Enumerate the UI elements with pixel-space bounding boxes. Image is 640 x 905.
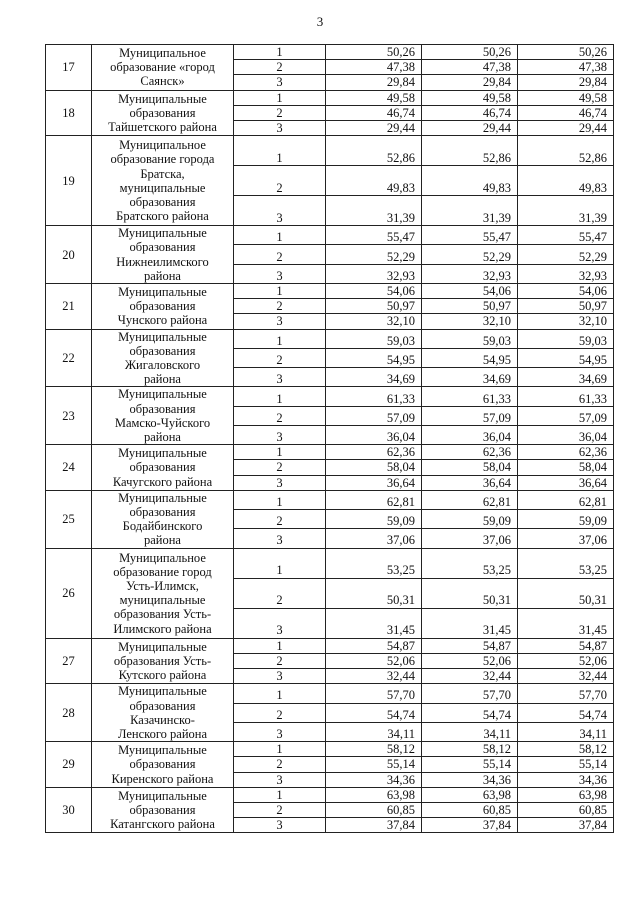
- value-cell: 54,74: [326, 703, 422, 722]
- group-cell: 1: [234, 45, 326, 60]
- group-cell: 3: [234, 75, 326, 90]
- municipality-name: Муниципальные образования Тайшетского района: [92, 90, 234, 136]
- value-cell: 49,83: [422, 166, 518, 196]
- group-cell: 2: [234, 703, 326, 722]
- value-cell: 52,06: [422, 653, 518, 668]
- group-cell: 1: [234, 787, 326, 802]
- value-cell: 46,74: [326, 105, 422, 120]
- municipality-name: Муниципальные образования Мамско-Чуйского района: [92, 387, 234, 445]
- value-cell: 49,58: [326, 90, 422, 105]
- value-cell: 54,95: [518, 348, 614, 367]
- value-cell: 52,29: [326, 245, 422, 264]
- table-row: [46, 548, 614, 578]
- table-row: [46, 90, 614, 105]
- value-cell: 52,06: [326, 653, 422, 668]
- municipality-name: Муниципальные образования Чунского района: [92, 284, 234, 330]
- value-cell: 59,09: [518, 510, 614, 529]
- value-cell: 29,44: [326, 121, 422, 136]
- group-cell: 3: [234, 264, 326, 283]
- value-cell: 37,84: [422, 818, 518, 833]
- value-cell: 29,44: [422, 121, 518, 136]
- value-cell: 29,84: [518, 75, 614, 90]
- value-cell: 50,97: [326, 299, 422, 314]
- group-cell: 2: [234, 802, 326, 817]
- value-cell: 37,84: [518, 818, 614, 833]
- row-number: 29: [46, 742, 92, 788]
- value-cell: 31,39: [326, 196, 422, 226]
- row-number: 20: [46, 226, 92, 284]
- value-cell: 59,09: [326, 510, 422, 529]
- value-cell: 61,33: [326, 387, 422, 406]
- group-cell: 3: [234, 196, 326, 226]
- value-cell: 31,45: [518, 608, 614, 638]
- row-number: 21: [46, 284, 92, 330]
- value-cell: 62,81: [422, 490, 518, 509]
- value-cell: 32,44: [326, 669, 422, 684]
- table-row: [46, 742, 614, 757]
- group-cell: 2: [234, 166, 326, 196]
- value-cell: 53,25: [422, 548, 518, 578]
- value-cell: 58,04: [422, 460, 518, 475]
- value-cell: 53,25: [326, 548, 422, 578]
- table-row: [46, 787, 614, 802]
- group-cell: 2: [234, 348, 326, 367]
- value-cell: 62,81: [326, 490, 422, 509]
- value-cell: 49,58: [422, 90, 518, 105]
- value-cell: 32,10: [422, 314, 518, 329]
- row-number: 27: [46, 638, 92, 684]
- value-cell: 47,38: [518, 60, 614, 75]
- value-cell: 62,81: [518, 490, 614, 509]
- group-cell: 2: [234, 60, 326, 75]
- group-cell: 3: [234, 529, 326, 548]
- municipality-name: Муниципальные образования Бодайбинского района: [92, 490, 234, 548]
- group-cell: 1: [234, 742, 326, 757]
- value-cell: 50,26: [422, 45, 518, 60]
- value-cell: 55,47: [518, 226, 614, 245]
- row-number: 22: [46, 329, 92, 387]
- value-cell: 55,14: [422, 757, 518, 772]
- value-cell: 54,06: [422, 284, 518, 299]
- value-cell: 58,04: [518, 460, 614, 475]
- value-cell: 54,06: [326, 284, 422, 299]
- group-cell: 3: [234, 772, 326, 787]
- row-number: 25: [46, 490, 92, 548]
- table-row: [46, 387, 614, 406]
- value-cell: 36,64: [518, 475, 614, 490]
- group-cell: 1: [234, 90, 326, 105]
- value-cell: 57,70: [518, 684, 614, 703]
- value-cell: 52,86: [422, 136, 518, 166]
- municipality-name: Муниципальные образования Качугского района: [92, 445, 234, 491]
- value-cell: 31,45: [422, 608, 518, 638]
- value-cell: 29,84: [326, 75, 422, 90]
- value-cell: 49,83: [518, 166, 614, 196]
- value-cell: 57,09: [422, 406, 518, 425]
- municipality-name: Муниципальные образования Нижнеилимского района: [92, 226, 234, 284]
- municipality-name: Муниципальное образование город Усть-Илимск, муниципальные образования Усть- Илимского района: [92, 548, 234, 638]
- value-cell: 36,64: [422, 475, 518, 490]
- value-cell: 50,97: [518, 299, 614, 314]
- group-cell: 3: [234, 722, 326, 741]
- municipality-name: Муниципальное образование города Братска, муниципальные образования Братского района: [92, 136, 234, 226]
- value-cell: 58,04: [326, 460, 422, 475]
- value-cell: 58,12: [326, 742, 422, 757]
- value-cell: 32,93: [518, 264, 614, 283]
- group-cell: 1: [234, 226, 326, 245]
- value-cell: 46,74: [518, 105, 614, 120]
- value-cell: 50,31: [518, 578, 614, 608]
- value-cell: 58,12: [422, 742, 518, 757]
- value-cell: 52,06: [518, 653, 614, 668]
- group-cell: 2: [234, 245, 326, 264]
- value-cell: 55,47: [326, 226, 422, 245]
- value-cell: 34,11: [326, 722, 422, 741]
- table-row: [46, 490, 614, 509]
- value-cell: 54,87: [518, 638, 614, 653]
- value-cell: 57,09: [518, 406, 614, 425]
- table-row: [46, 284, 614, 299]
- value-cell: 34,69: [518, 368, 614, 387]
- value-cell: 54,87: [326, 638, 422, 653]
- value-cell: 37,84: [326, 818, 422, 833]
- value-cell: 37,06: [518, 529, 614, 548]
- value-cell: 52,29: [518, 245, 614, 264]
- value-cell: 32,10: [326, 314, 422, 329]
- value-cell: 32,44: [422, 669, 518, 684]
- value-cell: 50,26: [326, 45, 422, 60]
- value-cell: 61,33: [422, 387, 518, 406]
- table-row: [46, 638, 614, 653]
- value-cell: 29,44: [518, 121, 614, 136]
- value-cell: 62,36: [422, 445, 518, 460]
- value-cell: 60,85: [326, 802, 422, 817]
- group-cell: 3: [234, 314, 326, 329]
- value-cell: 36,04: [518, 425, 614, 444]
- group-cell: 1: [234, 638, 326, 653]
- value-cell: 57,09: [326, 406, 422, 425]
- row-number: 23: [46, 387, 92, 445]
- table-row: [46, 329, 614, 348]
- value-cell: 50,31: [422, 578, 518, 608]
- table-row: [46, 226, 614, 245]
- value-cell: 60,85: [518, 802, 614, 817]
- value-cell: 34,11: [518, 722, 614, 741]
- group-cell: 1: [234, 445, 326, 460]
- municipality-name: Муниципальные образования Киренского района: [92, 742, 234, 788]
- table-row: [46, 445, 614, 460]
- value-cell: 52,29: [422, 245, 518, 264]
- value-cell: 63,98: [422, 787, 518, 802]
- value-cell: 55,14: [518, 757, 614, 772]
- row-number: 17: [46, 45, 92, 91]
- value-cell: 50,31: [326, 578, 422, 608]
- municipality-name: Муниципальное образование «город Саянск»: [92, 45, 234, 91]
- value-cell: 59,09: [422, 510, 518, 529]
- value-cell: 31,39: [518, 196, 614, 226]
- value-cell: 50,97: [422, 299, 518, 314]
- value-cell: 50,26: [518, 45, 614, 60]
- value-cell: 57,70: [326, 684, 422, 703]
- group-cell: 1: [234, 329, 326, 348]
- value-cell: 54,74: [518, 703, 614, 722]
- value-cell: 34,36: [326, 772, 422, 787]
- group-cell: 3: [234, 818, 326, 833]
- value-cell: 54,74: [422, 703, 518, 722]
- group-cell: 3: [234, 608, 326, 638]
- row-number: 18: [46, 90, 92, 136]
- municipality-name: Муниципальные образования Усть- Кутского района: [92, 638, 234, 684]
- table-row: [46, 684, 614, 703]
- value-cell: 57,70: [422, 684, 518, 703]
- municipality-name: Муниципальные образования Казачинско- Ленского района: [92, 684, 234, 742]
- value-cell: 47,38: [422, 60, 518, 75]
- value-cell: 54,95: [422, 348, 518, 367]
- value-cell: 55,14: [326, 757, 422, 772]
- value-cell: 36,04: [422, 425, 518, 444]
- table-row: [46, 45, 614, 60]
- value-cell: 52,86: [518, 136, 614, 166]
- group-cell: 2: [234, 460, 326, 475]
- page-number: 3: [316, 14, 324, 29]
- value-cell: 59,03: [326, 329, 422, 348]
- value-cell: 54,87: [422, 638, 518, 653]
- group-cell: 2: [234, 653, 326, 668]
- value-cell: 60,85: [422, 802, 518, 817]
- group-cell: 1: [234, 136, 326, 166]
- value-cell: 36,04: [326, 425, 422, 444]
- value-cell: 63,98: [518, 787, 614, 802]
- value-cell: 53,25: [518, 548, 614, 578]
- value-cell: 29,84: [422, 75, 518, 90]
- value-cell: 59,03: [422, 329, 518, 348]
- value-cell: 34,69: [422, 368, 518, 387]
- value-cell: 55,47: [422, 226, 518, 245]
- municipality-name: Муниципальные образования Катангского района: [92, 787, 234, 833]
- group-cell: 3: [234, 121, 326, 136]
- group-cell: 2: [234, 299, 326, 314]
- tariff-table: [45, 44, 614, 833]
- tariff-table-body: [46, 45, 614, 833]
- group-cell: 2: [234, 578, 326, 608]
- value-cell: 34,69: [326, 368, 422, 387]
- group-cell: 2: [234, 105, 326, 120]
- value-cell: 47,38: [326, 60, 422, 75]
- value-cell: 54,95: [326, 348, 422, 367]
- value-cell: 32,93: [326, 264, 422, 283]
- value-cell: 32,93: [422, 264, 518, 283]
- value-cell: 52,86: [326, 136, 422, 166]
- value-cell: 49,58: [518, 90, 614, 105]
- row-number: 19: [46, 136, 92, 226]
- group-cell: 3: [234, 475, 326, 490]
- value-cell: 37,06: [326, 529, 422, 548]
- group-cell: 1: [234, 684, 326, 703]
- value-cell: 31,39: [422, 196, 518, 226]
- row-number: 24: [46, 445, 92, 491]
- group-cell: 3: [234, 425, 326, 444]
- municipality-name: Муниципальные образования Жигаловского района: [92, 329, 234, 387]
- row-number: 26: [46, 548, 92, 638]
- value-cell: 37,06: [422, 529, 518, 548]
- table-row: [46, 136, 614, 166]
- value-cell: 32,10: [518, 314, 614, 329]
- group-cell: 1: [234, 548, 326, 578]
- value-cell: 61,33: [518, 387, 614, 406]
- group-cell: 3: [234, 368, 326, 387]
- value-cell: 63,98: [326, 787, 422, 802]
- group-cell: 1: [234, 490, 326, 509]
- value-cell: 62,36: [518, 445, 614, 460]
- value-cell: 32,44: [518, 669, 614, 684]
- value-cell: 46,74: [422, 105, 518, 120]
- value-cell: 34,11: [422, 722, 518, 741]
- group-cell: 1: [234, 387, 326, 406]
- value-cell: 34,36: [422, 772, 518, 787]
- row-number: 28: [46, 684, 92, 742]
- value-cell: 49,83: [326, 166, 422, 196]
- value-cell: 54,06: [518, 284, 614, 299]
- value-cell: 58,12: [518, 742, 614, 757]
- value-cell: 62,36: [326, 445, 422, 460]
- value-cell: 34,36: [518, 772, 614, 787]
- value-cell: 36,64: [326, 475, 422, 490]
- group-cell: 2: [234, 406, 326, 425]
- group-cell: 1: [234, 284, 326, 299]
- value-cell: 59,03: [518, 329, 614, 348]
- group-cell: 3: [234, 669, 326, 684]
- group-cell: 2: [234, 510, 326, 529]
- group-cell: 2: [234, 757, 326, 772]
- value-cell: 31,45: [326, 608, 422, 638]
- row-number: 30: [46, 787, 92, 833]
